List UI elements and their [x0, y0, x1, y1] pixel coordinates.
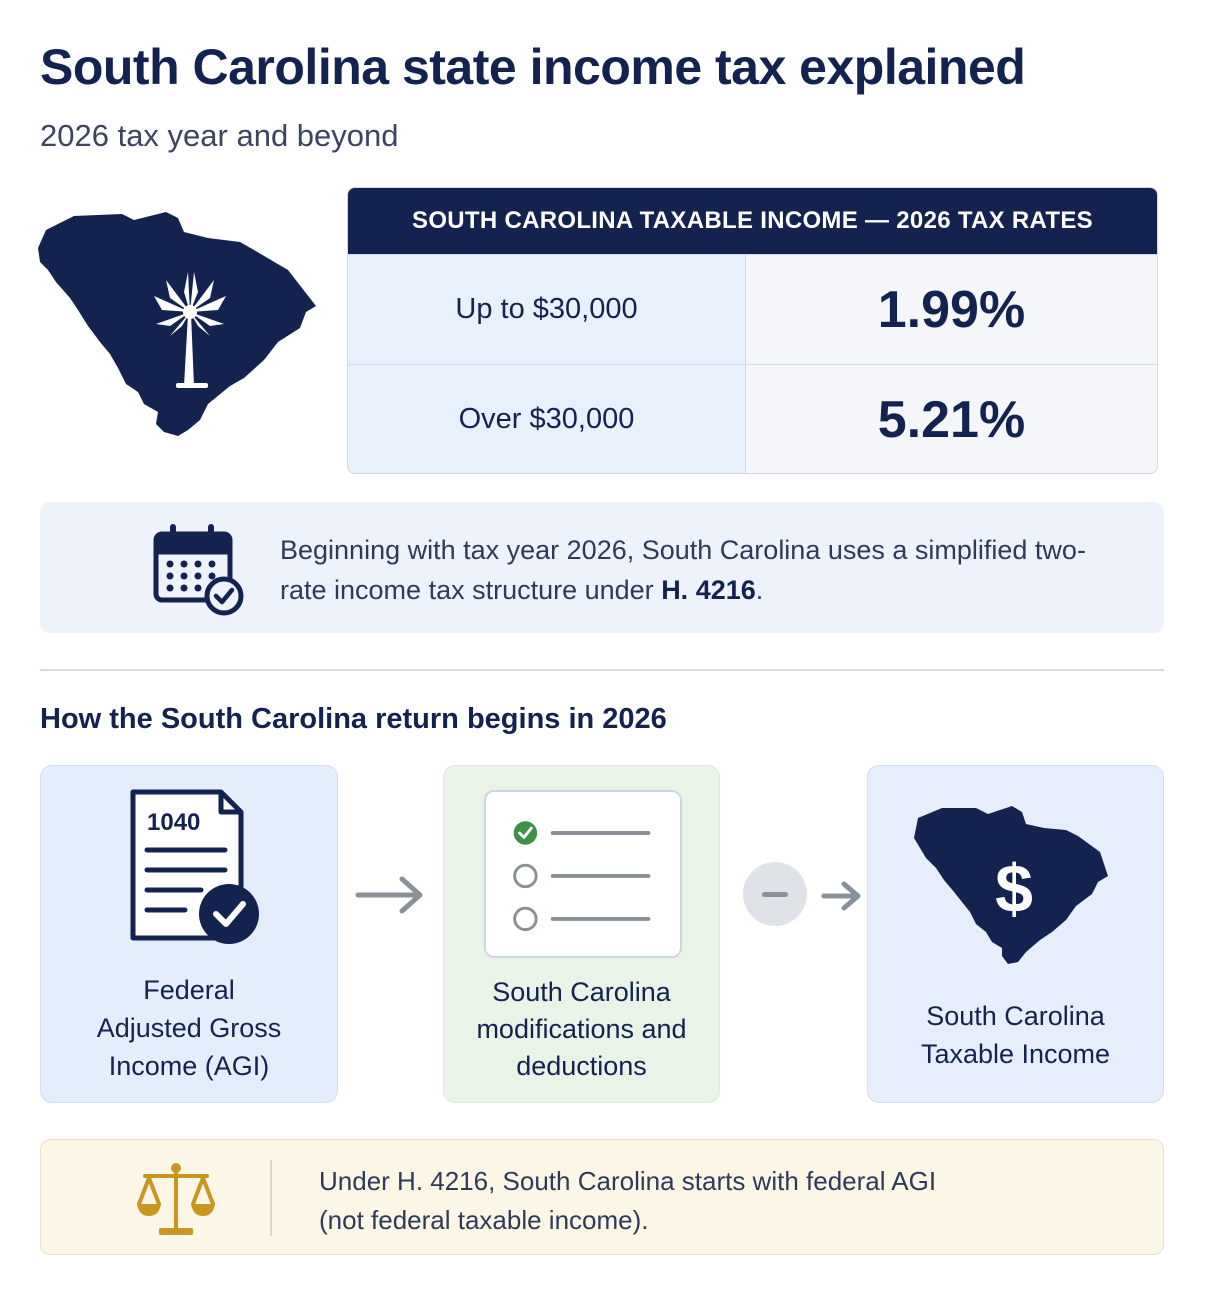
- info-note: [40, 502, 1164, 633]
- dollar-symbol: $: [995, 851, 1033, 927]
- tax-rates-table: [347, 187, 1158, 474]
- south-carolina-flag-map-icon: [38, 208, 318, 442]
- vertical-divider: [270, 1160, 272, 1236]
- minus-icon: [743, 862, 807, 926]
- modifications-card: [443, 765, 720, 1103]
- state-dollar-icon: [914, 804, 1110, 966]
- agi-note-text: Under H. 4216, South Carolina starts with federal AGI (not federal taxable income).: [319, 1166, 937, 1235]
- checklist-icon: [484, 790, 682, 958]
- modifications-label: South Carolina modifications and deductions: [476, 977, 687, 1081]
- balance-scale-icon: [135, 1160, 217, 1238]
- tax-form-check-icon: [129, 788, 269, 956]
- sc-taxable-income-card: [867, 765, 1164, 1103]
- form-number-label: 1040: [147, 809, 201, 836]
- section-title: How the South Carolina return begins in 2026: [40, 703, 667, 735]
- table-row: [348, 364, 1157, 474]
- section-divider: [40, 669, 1164, 671]
- table-row: [348, 254, 1157, 364]
- page-subtitle: 2026 tax year and beyond: [40, 118, 399, 153]
- sc-taxable-income-label: South Carolina Taxable Income: [920, 1001, 1111, 1069]
- income-bracket-label: Up to $30,000: [348, 255, 746, 364]
- calendar-check-icon: [152, 520, 248, 616]
- bill-reference: H. 4216: [661, 575, 756, 605]
- income-bracket-label: Over $30,000: [348, 365, 746, 474]
- tax-rate-value: 1.99%: [746, 255, 1157, 364]
- tax-rate-value: 5.21%: [746, 365, 1157, 474]
- arrow-right-icon: [820, 876, 864, 916]
- tax-rates-table-heading: SOUTH CAROLINA TAXABLE INCOME — 2026 TAX RATES: [348, 188, 1157, 254]
- info-note-text: Beginning with tax year 2026, South Carolina uses a simplified two-rate income tax structure under H. 4216.: [280, 535, 1086, 605]
- agi-note: [40, 1139, 1164, 1255]
- page-title: South Carolina state income tax explained: [40, 39, 1026, 95]
- federal-agi-card: [40, 765, 338, 1103]
- arrow-right-icon: [354, 873, 428, 917]
- federal-agi-label: Federal Adjusted Gross Income (AGI): [96, 975, 282, 1081]
